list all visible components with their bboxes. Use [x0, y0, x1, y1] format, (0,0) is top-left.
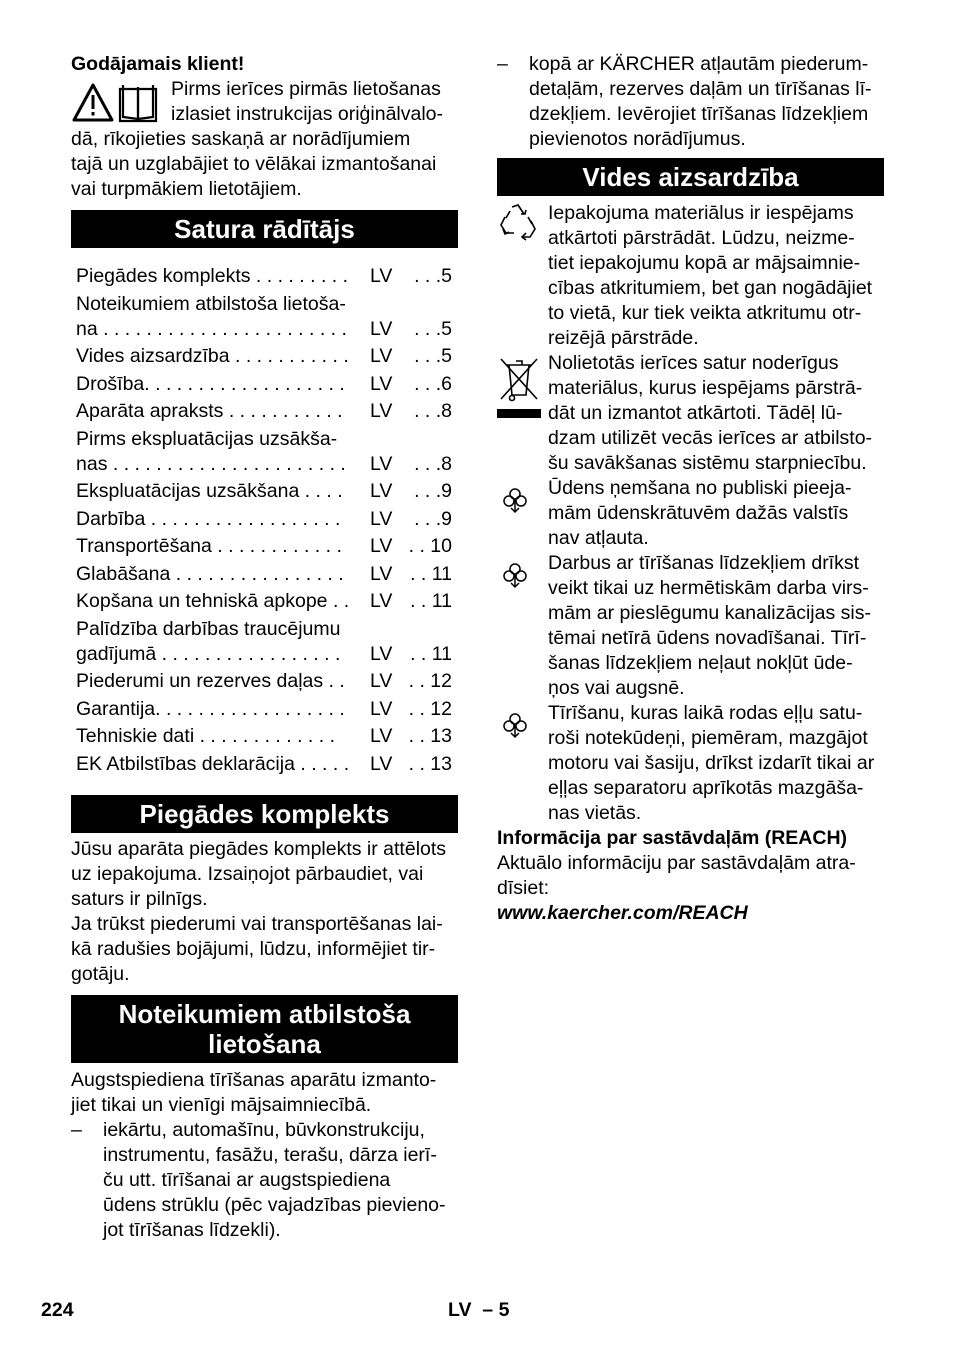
text-line: dīsiet: — [497, 877, 550, 899]
text-line: nav atļauta. — [548, 527, 649, 549]
list-item — [497, 52, 884, 152]
text-line: mām ūdenskrātuvēm dažās valstīs — [548, 502, 849, 524]
toc-entry-title: Garantija. . . . . . . . . . . . . . . . . . — [76, 697, 345, 720]
toc-entry[interactable] — [71, 562, 458, 590]
toc-entry-lang: LV — [370, 642, 393, 665]
text-line: cības atkritumiem, bet gan nogādājiet — [548, 277, 873, 299]
text-line: motoru vai šasiju, drīkst izdarīt tikai ar — [548, 752, 875, 774]
toc-entry[interactable] — [71, 372, 458, 400]
toc-entry-lang: LV — [370, 372, 393, 395]
toc-entry[interactable] — [71, 264, 458, 292]
text-line: gotāju. — [71, 963, 130, 985]
environment-list — [497, 201, 884, 826]
environment-item — [497, 201, 884, 351]
toc-entry-title: Noteikumiem atbilstoša lietoša- — [76, 292, 346, 315]
toc-entry[interactable] — [71, 589, 458, 617]
toc-entry-title: na . . . . . . . . . . . . . . . . . . . . . . . — [76, 317, 347, 340]
toc-entry-title: Piederumi un rezerves daļas . . — [76, 670, 345, 692]
toc-entry[interactable] — [71, 724, 458, 752]
text-line: mām ar pieslēgumu kanalizācijas sis- — [548, 602, 871, 624]
intended-use-text — [71, 1068, 458, 1243]
dash-bullet: – — [497, 53, 508, 75]
toc-entry-title: Pirms ekspluatācijas uzsākša- — [76, 427, 338, 450]
table-of-contents — [71, 264, 458, 779]
toc-entry-lang: LV — [370, 265, 393, 287]
text-line: Ja trūkst piederumi vai transportēšanas lai- — [71, 913, 443, 935]
toc-entry-title: Piegādes komplekts . . . . . . . . . — [76, 265, 349, 287]
toc-entry-page: . . 11 — [410, 642, 452, 665]
environment-item — [497, 476, 884, 551]
toc-entry[interactable] — [71, 507, 458, 535]
text-line: instrumentu, fasāžu, terašu, dārza ierī- — [103, 1144, 437, 1166]
warning-manual-icon — [71, 81, 165, 125]
text-line: šu savākšanas sistēmu starpniecību. — [548, 452, 867, 474]
text-line: dāt un izmantot atkārtoti. Tādēļ lū- — [548, 402, 843, 424]
environment-heading: Vides aizsardzība — [497, 158, 884, 196]
toc-entry-page: . . 13 — [408, 752, 452, 775]
toc-entry-title: Ekspluatācijas uzsākšana . . . . — [76, 480, 343, 502]
intro-line: Pirms ierīces pirmās lietošanas — [171, 78, 441, 100]
text-line: Aktuālo informāciju par sastāvdaļām atra- — [497, 852, 856, 874]
toc-entry-lang: LV — [370, 535, 393, 557]
toc-entry[interactable] — [71, 534, 458, 562]
toc-entry-page: . . 11 — [410, 562, 452, 585]
toc-entry-title: Tehniskie dati . . . . . . . . . . . . . — [76, 725, 336, 747]
delivery-text — [71, 837, 458, 987]
reach-link[interactable]: www.kaercher.com/REACH — [497, 902, 748, 924]
toc-row-continuation — [71, 617, 458, 642]
toc-entry-page: . . .5 — [414, 345, 452, 367]
environment-icon — [497, 701, 548, 826]
text-line: dzekļiem. Ievērojiet tīrīšanas līdzekļiem — [529, 103, 869, 125]
intro-line: dā, rīkojieties saskaņā ar norādījumiem — [71, 128, 411, 150]
environment-item — [497, 701, 884, 826]
toc-entry-title: Aparāta apraksts . . . . . . . . . . . — [76, 400, 343, 422]
toc-entry-page: . . .8 — [414, 452, 452, 475]
text-line: kopā ar KÄRCHER atļautām piederum- — [529, 53, 869, 75]
text-line: ūdens strūklu (pēc vajadzības pievieno- — [103, 1194, 446, 1216]
toc-entry-page: . . .5 — [414, 265, 452, 287]
toc-entry-title: Glabāšana . . . . . . . . . . . . . . . . — [76, 562, 344, 585]
intended-use-heading — [71, 995, 458, 1063]
toc-entry-lang: LV — [370, 697, 393, 720]
heading-line: lietošana — [208, 1029, 321, 1059]
toc-entry-lang: LV — [370, 590, 393, 612]
toc-entry-title: Palīdzība darbības traucējumu — [76, 617, 341, 640]
toc-entry-lang: LV — [370, 670, 393, 692]
toc-entry-page: . . 12 — [408, 670, 452, 692]
text-line: Nolietotās ierīces satur noderīgus — [548, 352, 839, 374]
toc-entry-lang: LV — [370, 562, 393, 585]
text-line: iekārtu, automašīnu, būvkonstrukciju, — [103, 1119, 425, 1141]
text-line: kā radušies bojājumi, lūdzu, informējiet tir- — [71, 938, 436, 960]
text-line: atkārtoti pārstrādāt. Lūdzu, neizme- — [548, 227, 855, 249]
crossed-bin-icon — [497, 351, 548, 476]
toc-entry-page: . . .9 — [414, 507, 452, 530]
heading-line: Noteikumiem atbilstoša — [118, 999, 411, 1029]
dash-bullet: – — [71, 1119, 82, 1141]
text-line: detaļām, rezerves daļām un tīrīšanas lī- — [529, 78, 872, 100]
text-line: eļļas separatoru aprīkotās mazgāša- — [548, 777, 864, 799]
text-line: Ūdens ņemšana no publiski pieeja- — [548, 477, 852, 499]
text-line: to vietā, kur tiek veikta atkritumu otr- — [548, 302, 862, 324]
toc-entry-page: . . .6 — [414, 372, 452, 395]
intro-block — [71, 77, 458, 202]
toc-entry[interactable] — [71, 697, 458, 725]
toc-heading: Satura rādītājs — [71, 210, 458, 248]
left-column — [71, 52, 458, 1243]
toc-entry-title: Transportēšana . . . . . . . . . . . . — [76, 535, 342, 557]
text-line: Tīrīšanu, kuras laikā rodas eļļu satu- — [548, 702, 863, 724]
text-line: tiet iepakojumu kopā ar mājsaimnie- — [548, 252, 861, 274]
intro-line: izlasiet instrukcijas oriģinālvalo- — [171, 103, 444, 125]
language-page: LV – 5 — [448, 1299, 510, 1321]
toc-row-continuation — [71, 292, 458, 317]
intro-line: vai turpmākiem lietotājiem. — [71, 178, 302, 200]
text-line: tēmai netīrā ūdens novadīšanai. Tīrī- — [548, 627, 867, 649]
greeting: Godājamais klient! — [71, 53, 245, 75]
environment-item — [497, 551, 884, 701]
toc-entry-lang: LV — [370, 752, 393, 775]
delivery-heading: Piegādes komplekts — [71, 795, 458, 833]
toc-entry-page: . . 11 — [410, 590, 452, 612]
page-number: 224 — [41, 1299, 74, 1321]
text-line: jiet tikai un vienīgi mājsaimniecībā. — [71, 1094, 372, 1116]
text-line: Jūsu aparāta piegādes komplekts ir attēlots — [71, 838, 447, 860]
toc-entry-title: Drošība. . . . . . . . . . . . . . . . . . . — [76, 372, 345, 395]
toc-entry-page: . . 13 — [408, 725, 452, 747]
toc-entry-page: . . .9 — [414, 480, 452, 502]
text-line: roši notekūdeņi, piemēram, mazgājot — [548, 727, 868, 749]
toc-entry-title: gadījumā . . . . . . . . . . . . . . . . . — [76, 642, 341, 665]
toc-entry[interactable] — [71, 752, 458, 780]
text-line: Iepakojuma materiālus ir iespējams — [548, 202, 854, 224]
text-line: jot tīrīšanas līdzekli). — [103, 1219, 281, 1241]
text-line: Augstspiediena tīrīšanas aparātu izmanto- — [71, 1069, 437, 1091]
toc-entry-lang: LV — [370, 345, 393, 367]
environment-icon — [497, 551, 548, 701]
toc-entry[interactable] — [71, 669, 458, 697]
toc-entry-lang: LV — [370, 317, 393, 340]
toc-entry-lang: LV — [370, 400, 393, 422]
environment-icon — [497, 476, 548, 551]
toc-entry[interactable] — [71, 642, 458, 670]
text-line: Darbus ar tīrīšanas līdzekļiem drīkst — [548, 552, 860, 574]
toc-entry-lang: LV — [370, 452, 393, 475]
text-line: veikt tikai uz hermētiskām darba virs- — [548, 577, 869, 599]
toc-entry[interactable] — [71, 344, 458, 372]
toc-entry[interactable] — [71, 479, 458, 507]
text-line: dzam utilizēt vecās ierīces ar atbilsto- — [548, 427, 873, 449]
text-line: pievienotos norādījumus. — [529, 128, 746, 150]
text-line: nas vietās. — [548, 802, 642, 824]
toc-entry-title: EK Atbilstības deklarācija . . . . . — [76, 752, 350, 775]
text-line: šanas līdzekļiem neļaut nokļūt ūde- — [548, 652, 853, 674]
toc-entry-page: . . 12 — [408, 697, 452, 720]
toc-entry-lang: LV — [370, 480, 393, 502]
text-line: materiālus, kurus iespējams pārstrā- — [548, 377, 863, 399]
recycle-icon — [497, 201, 548, 351]
text-line: reizējā pārstrāde. — [548, 327, 699, 349]
text-line: ču utt. tīrīšanai ar augstspiediena — [103, 1169, 391, 1191]
text-line: uz iepakojuma. Izsaiņojot pārbaudiet, vai — [71, 863, 424, 885]
toc-entry-lang: LV — [370, 725, 393, 747]
text-line: saturs ir pilnīgs. — [71, 888, 208, 910]
toc-entry-title: Darbība . . . . . . . . . . . . . . . . . . — [76, 507, 341, 530]
toc-entry-page: . . 10 — [408, 535, 452, 557]
toc-entry-lang: LV — [370, 507, 393, 530]
reach-heading: Informācija par sastāvdaļām (REACH) — [497, 827, 848, 849]
list-item — [71, 1118, 458, 1243]
toc-entry-page: . . .5 — [414, 317, 452, 340]
toc-entry[interactable] — [71, 317, 458, 345]
text-line: ņos vai augsnē. — [548, 677, 685, 699]
toc-entry-title: nas . . . . . . . . . . . . . . . . . . . . . . — [76, 452, 346, 475]
toc-entry-title: Kopšana un tehniskā apkope . . — [76, 590, 350, 612]
toc-entry-page: . . .8 — [414, 400, 452, 422]
toc-entry[interactable] — [71, 399, 458, 427]
right-column — [497, 52, 884, 926]
intro-line: tajā un uzglabājiet to vēlākai izmantošanai — [71, 153, 437, 175]
environment-item — [497, 351, 884, 476]
toc-row-continuation — [71, 427, 458, 452]
toc-entry-title: Vides aizsardzība . . . . . . . . . . . — [76, 345, 349, 367]
toc-entry[interactable] — [71, 452, 458, 480]
